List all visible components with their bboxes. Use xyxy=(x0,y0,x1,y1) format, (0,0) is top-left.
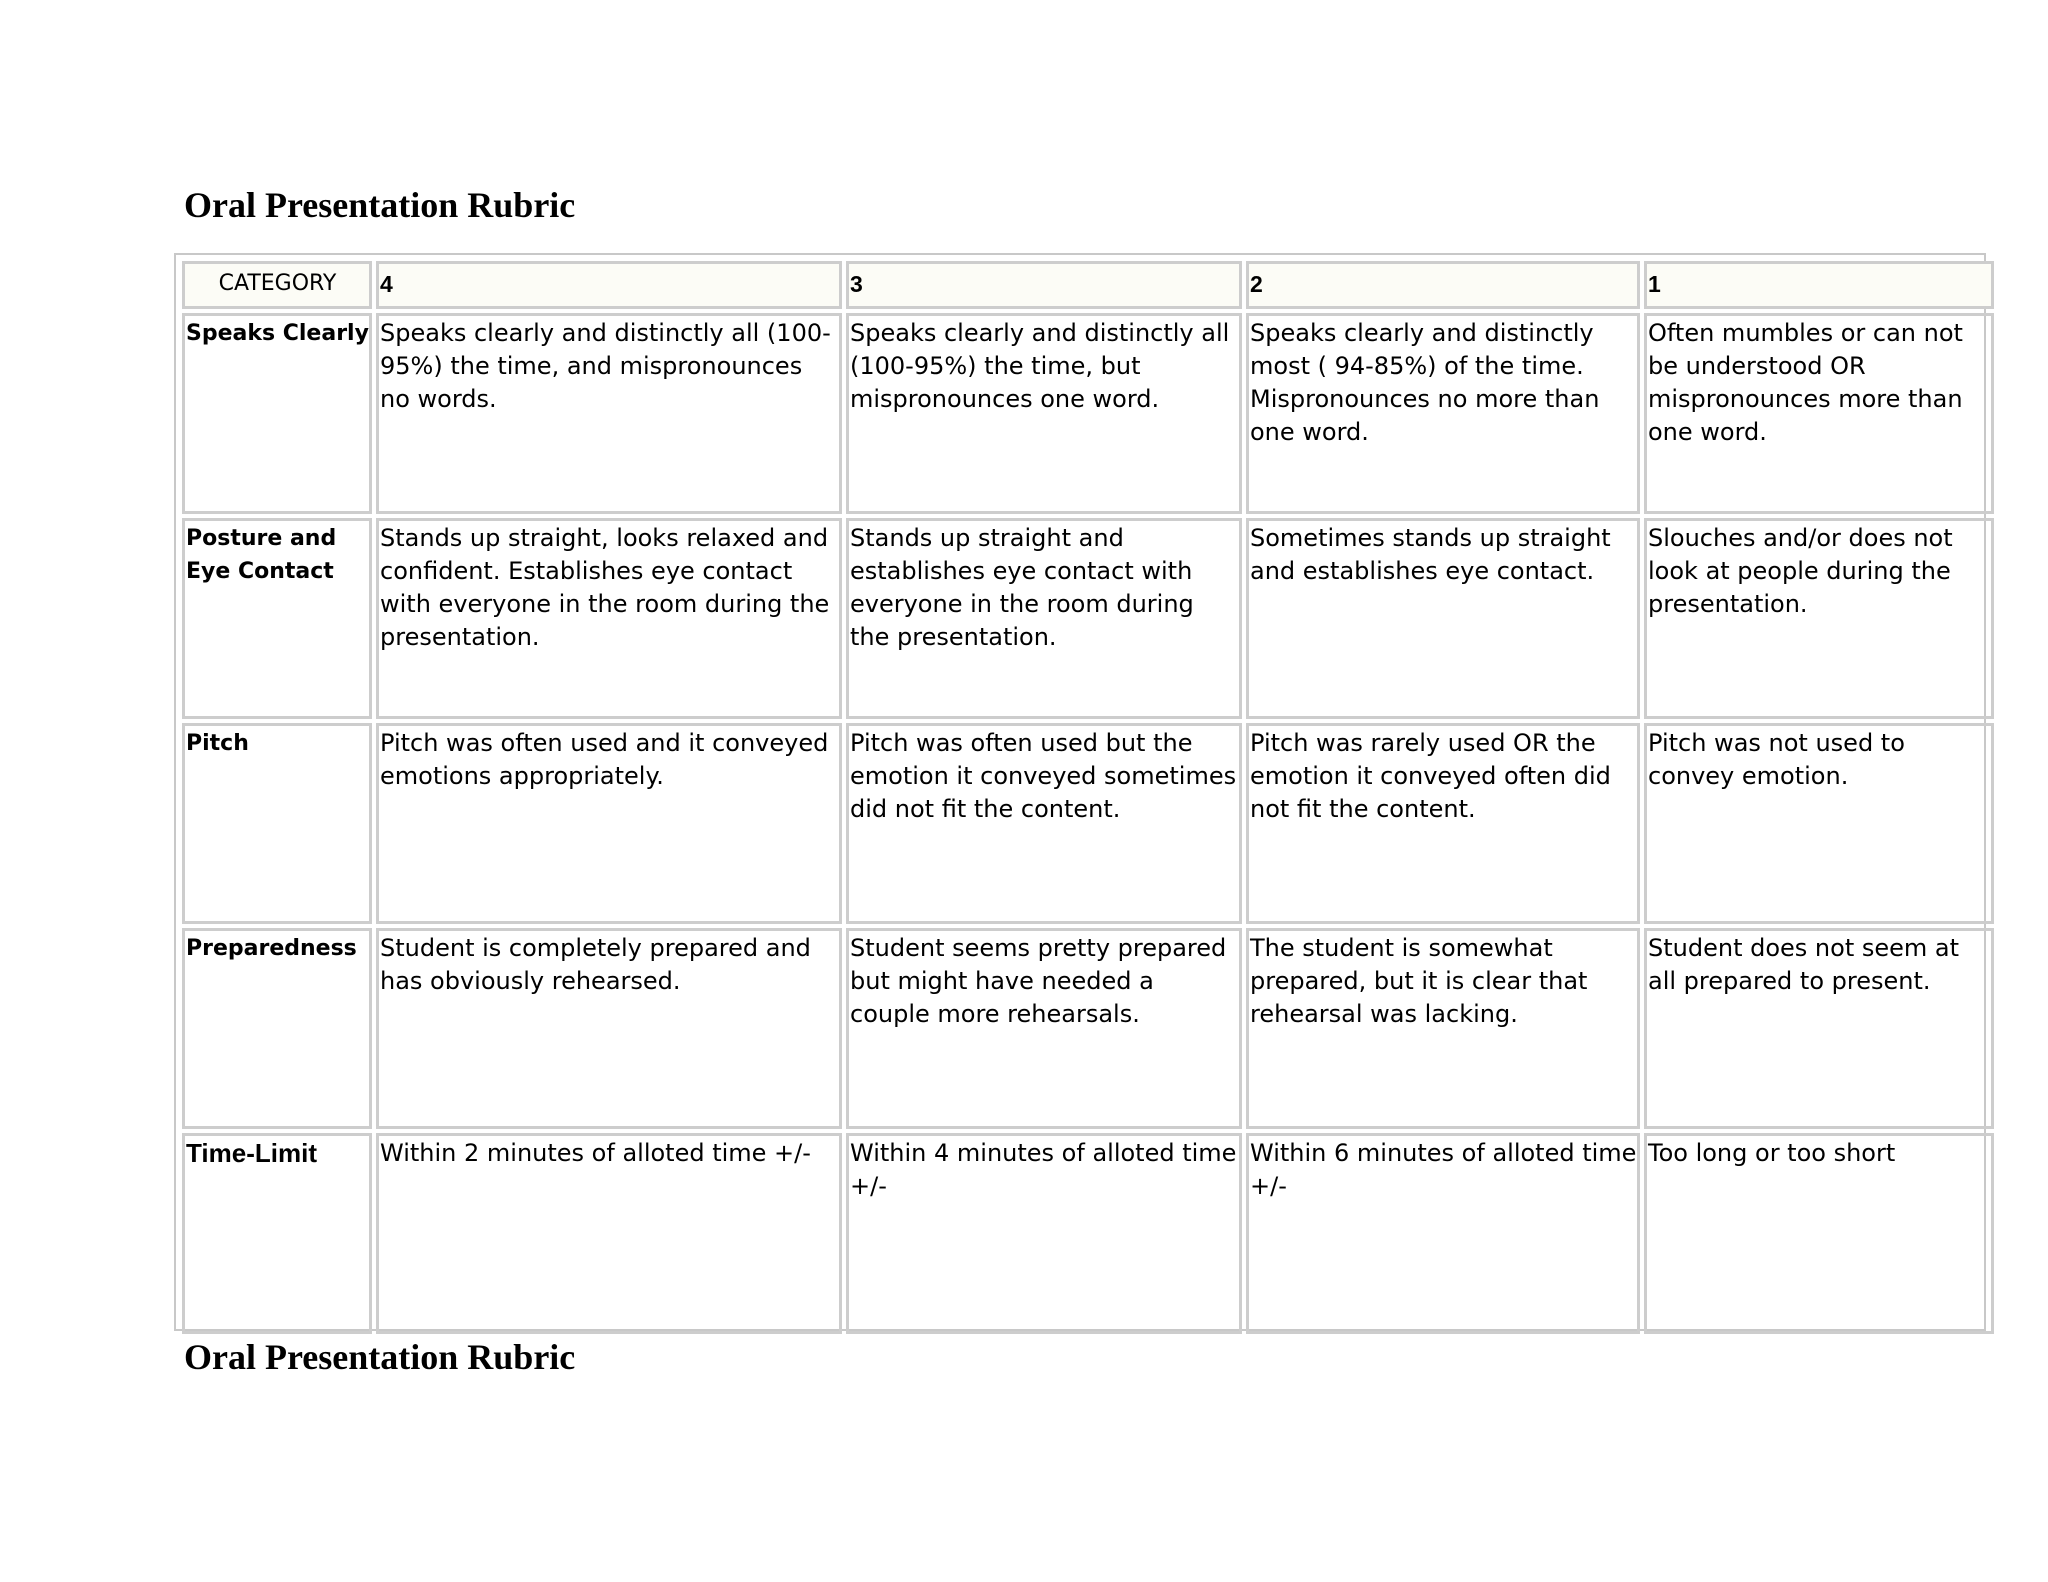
criterion-cell: Student does not seem at all prepared to present. xyxy=(1644,928,1994,1129)
criterion-cell: Within 6 minutes of alloted time +/- xyxy=(1246,1133,1640,1334)
criterion-cell: Stands up straight, looks relaxed and confident. Establishes eye contact with everyone in the room during the presentation. xyxy=(376,518,842,719)
criterion-cell: Within 2 minutes of alloted time +/- xyxy=(376,1133,842,1334)
criterion-cell: Pitch was not used to convey emotion. xyxy=(1644,723,1994,924)
header-score-3: 3 xyxy=(846,261,1242,309)
rubric-table xyxy=(178,257,1998,1338)
rubric-header-row xyxy=(182,261,1994,309)
criterion-cell: Slouches and/or does not look at people during the presentation. xyxy=(1644,518,1994,719)
criterion-cell: Sometimes stands up straight and establishes eye contact. xyxy=(1246,518,1640,719)
criterion-cell: Speaks clearly and distinctly all (100-95%) the time, and mispronounces no words. xyxy=(376,313,842,514)
rubric-table-container xyxy=(174,253,1986,1331)
criterion-cell: The student is somewhat prepared, but it is clear that rehearsal was lacking. xyxy=(1246,928,1640,1129)
criterion-cell: Pitch was often used and it conveyed emotions appropriately. xyxy=(376,723,842,924)
rubric-row-time-limit xyxy=(182,1133,1994,1334)
criterion-cell: Pitch was often used but the emotion it conveyed sometimes did not fit the content. xyxy=(846,723,1242,924)
criterion-cell: Speaks clearly and distinctly all (100-95%) the time, but mispronounces one word. xyxy=(846,313,1242,514)
document-title: Oral Presentation Rubric xyxy=(184,185,576,225)
rubric-row-posture-eye-contact xyxy=(182,518,1994,719)
category-cell: Speaks Clearly xyxy=(182,313,372,514)
criterion-cell: Stands up straight and establishes eye contact with everyone in the room during the presentation. xyxy=(846,518,1242,719)
header-category: CATEGORY xyxy=(182,261,372,309)
category-cell: Time-Limit xyxy=(182,1133,372,1334)
criterion-cell: Often mumbles or can not be understood OR mispronounces more than one word. xyxy=(1644,313,1994,514)
criterion-cell: Student is completely prepared and has obviously rehearsed. xyxy=(376,928,842,1129)
document-footer-title: Oral Presentation Rubric xyxy=(184,1337,576,1377)
criterion-cell: Speaks clearly and distinctly most ( 94-85%) of the time. Mispronounces no more than one word. xyxy=(1246,313,1640,514)
criterion-cell: Too long or too short xyxy=(1644,1133,1994,1334)
rubric-row-speaks-clearly xyxy=(182,313,1994,514)
category-cell: Preparedness xyxy=(182,928,372,1129)
criterion-cell: Student seems pretty prepared but might have needed a couple more rehearsals. xyxy=(846,928,1242,1129)
header-score-1: 1 xyxy=(1644,261,1994,309)
rubric-row-pitch xyxy=(182,723,1994,924)
criterion-cell: Within 4 minutes of alloted time +/- xyxy=(846,1133,1242,1334)
header-score-4: 4 xyxy=(376,261,842,309)
criterion-cell: Pitch was rarely used OR the emotion it conveyed often did not fit the content. xyxy=(1246,723,1640,924)
header-score-2: 2 xyxy=(1246,261,1640,309)
category-cell: Pitch xyxy=(182,723,372,924)
category-cell: Posture and Eye Contact xyxy=(182,518,372,719)
rubric-row-preparedness xyxy=(182,928,1994,1129)
